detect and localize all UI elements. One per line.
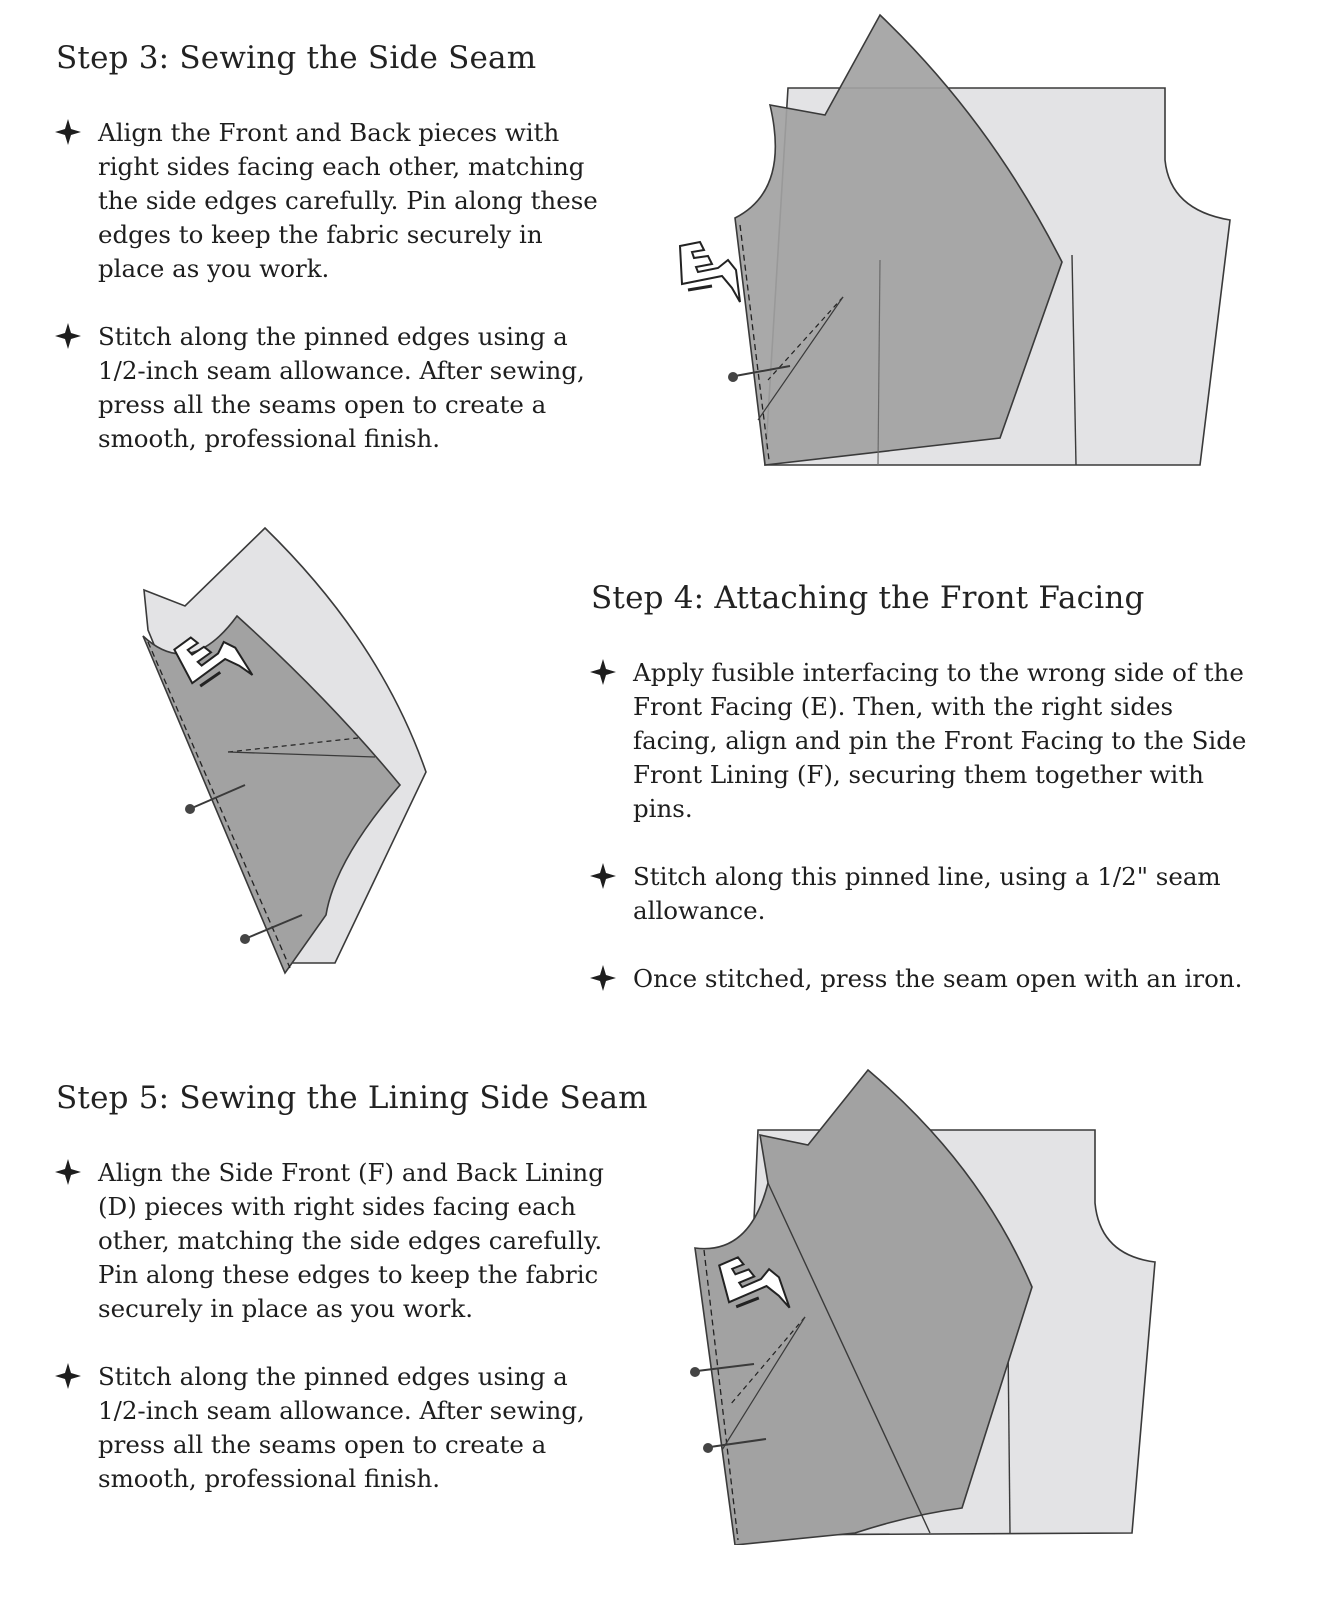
step4-bullet-1 xyxy=(591,656,1251,826)
step3-bullet-2 xyxy=(56,320,616,456)
sparkle-bullet-icon xyxy=(54,322,82,350)
step4-bullet-3 xyxy=(591,962,1251,996)
step5-bullet-2-text: Stitch along the pinned edges using a 1/2-inch seam allowance. After sewing, press all the seams open to create a smooth, professional finish. xyxy=(98,1362,585,1493)
sparkle-bullet-icon xyxy=(54,118,82,146)
sparkle-bullet-icon xyxy=(589,862,617,890)
front-piece xyxy=(735,15,1062,465)
step4-bullet-2 xyxy=(591,860,1251,928)
step3-illustration xyxy=(670,10,1240,480)
step4-bullet-3-text: Once stitched, press the seam open with an iron. xyxy=(633,964,1243,993)
step3-bullet-2-text: Stitch along the pinned edges using a 1/2-inch seam allowance. After sewing, press all the seams open to create a smooth, professional finish. xyxy=(98,322,585,453)
step3-bullet-1 xyxy=(56,116,616,286)
step5-instructions xyxy=(56,1156,616,1530)
step3-instructions xyxy=(56,116,616,490)
step5-illustration xyxy=(680,1065,1170,1545)
step3-bullet-1-text: Align the Front and Back pieces with right sides facing each other, matching the side edges carefully. Pin along these edges to keep the fabric securely in place as you work. xyxy=(98,118,598,283)
step5-bullet-1-text: Align the Side Front (F) and Back Lining (D) pieces with right sides facing each other, matching the side edges carefully. Pin along these edges to keep the fabric securely in place as you work. xyxy=(98,1158,604,1323)
step4-illustration xyxy=(130,520,440,980)
sparkle-bullet-icon xyxy=(589,964,617,992)
step5-heading: Step 5: Sewing the Lining Side Seam xyxy=(56,1080,648,1116)
sparkle-bullet-icon xyxy=(589,658,617,686)
step5-bullet-1 xyxy=(56,1156,616,1326)
step4-bullet-1-text: Apply fusible interfacing to the wrong side of the Front Facing (E). Then, with the right sides facing, align and pin the Front Facing to the Side Front Lining (F), securing them together with pins. xyxy=(633,658,1247,823)
presser-foot-icon xyxy=(680,242,740,302)
sparkle-bullet-icon xyxy=(54,1158,82,1186)
step4-instructions xyxy=(591,656,1251,1030)
step4-heading: Step 4: Attaching the Front Facing xyxy=(591,580,1145,616)
step4-bullet-2-text: Stitch along this pinned line, using a 1/2" seam allowance. xyxy=(633,862,1221,925)
step3-heading: Step 3: Sewing the Side Seam xyxy=(56,40,537,76)
step5-bullet-2 xyxy=(56,1360,616,1496)
sparkle-bullet-icon xyxy=(54,1362,82,1390)
